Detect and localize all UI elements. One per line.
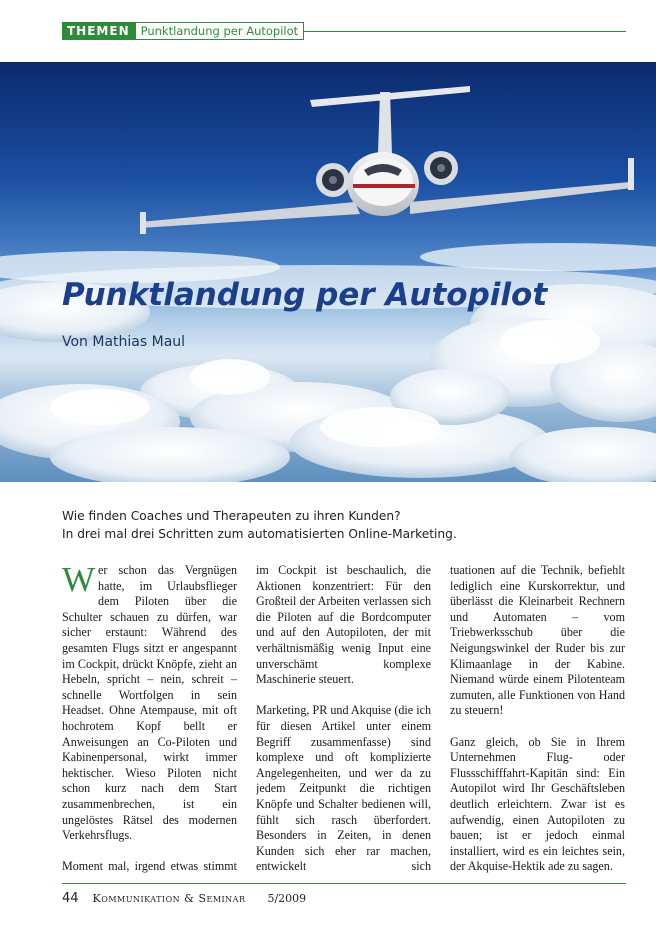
paragraph: im Cockpit ist beschaulich, die Aktionen konzentriert: Für den Großteil der Arbeiten verlassen sich die Piloten auf die Bordcomputer und auf den Autopiloten, der mit verhältnismäßig wenig Input eine unverschämt komplexe Maschinerie steuert. [256,563,431,687]
airplane-over-clouds-illustration [0,62,656,482]
paragraph: Marketing, PR und Akquise (die ich für diesen Artikel unter einem Begriff zusammenfasse) sind komplexe und oft komplizierte Angelegenheiten, und wer da zu jedem Zeitpunkt die richtigen Knöpfe und Schalter bedienen will, fühlt sich rasch überfordert. Besonders in Zeiten, in denen Kunden sich eher rar machen, entwickelt sich [256,703,431,874]
section-tag: THEMEN [62,22,135,40]
body-column-3 [450,563,625,875]
article-title: Punktlandung per Autopilot [62,277,548,313]
paragraph: tuationen auf die Technik, befiehlt lediglich eine Kurskorrektur, und überlässt die Kleinarbeit Rechnern und Automaten – vom Triebwerksschub über die Neigungswinkel der Ruder bis zur Klimaanlage in der Kabine. Niemand würde einem Pilotenteam zumuten, alle Funktionen von Hand zu steuern! [450,563,625,718]
paragraph: Moment mal, irgend etwas stimmt [62,859,237,874]
drop-cap: W [62,563,96,599]
paragraph-text: er schon das Vergnügen hatte, im Urlaubsflieger dem Piloten über die Schulter schauen zu dürfen, war sicher erstaunt: Während des gesamten Flugs sitzt er angespannt im Cockpit, drückt Knöpfe, zieht an Hebeln, spricht – nein, schreit – schnelle Wortfolgen in sein Headset. Ohne Atempause, mit oft hochrotem Kopf bellt er Anweisungen an Co-Piloten und Kabinenpersonal, wirkt immer hektischer. Wieso Piloten nicht schon kurz nach dem Start zusammenbrechen, ist ein ungelöstes Rätsel des modernen Verkehrsflugs. [62,563,237,843]
paragraph [62,563,237,844]
byline: Von Mathias Maul [62,334,186,350]
section-title: Punktlandung per Autopilot [135,22,305,40]
lead-text [62,507,622,543]
footer-rule [62,883,626,884]
body-column-1 [62,563,237,875]
page-number: 44 [62,891,79,906]
page-footer [62,891,306,906]
paragraph: Ganz gleich, ob Sie in Ihrem Unternehmen Flug- oder Flussschifffahrt-Kapitän sind: Ein Autopilot wird Ihr Geschäftsleben deutlich erleichtern. Zwar ist es aufwendig, einen Autopiloten zu bauen; ist er jedoch einmal installiert, wird es ein leichtes sein, der Akquise-Hektik ade zu sagen. [450,734,625,874]
lead-line-2: In drei mal drei Schritten zum automatisierten Online-Marketing. [62,527,457,541]
section-header [62,22,304,40]
lead-line-1: Wie finden Coaches und Therapeuten zu ihren Kunden? [62,509,401,523]
hero-image [0,62,656,482]
airplane-icon [140,86,634,234]
magazine-name: Kommunikation & Seminar [92,892,246,905]
issue-number: 5/2009 [267,892,307,905]
body-column-2 [256,563,431,875]
